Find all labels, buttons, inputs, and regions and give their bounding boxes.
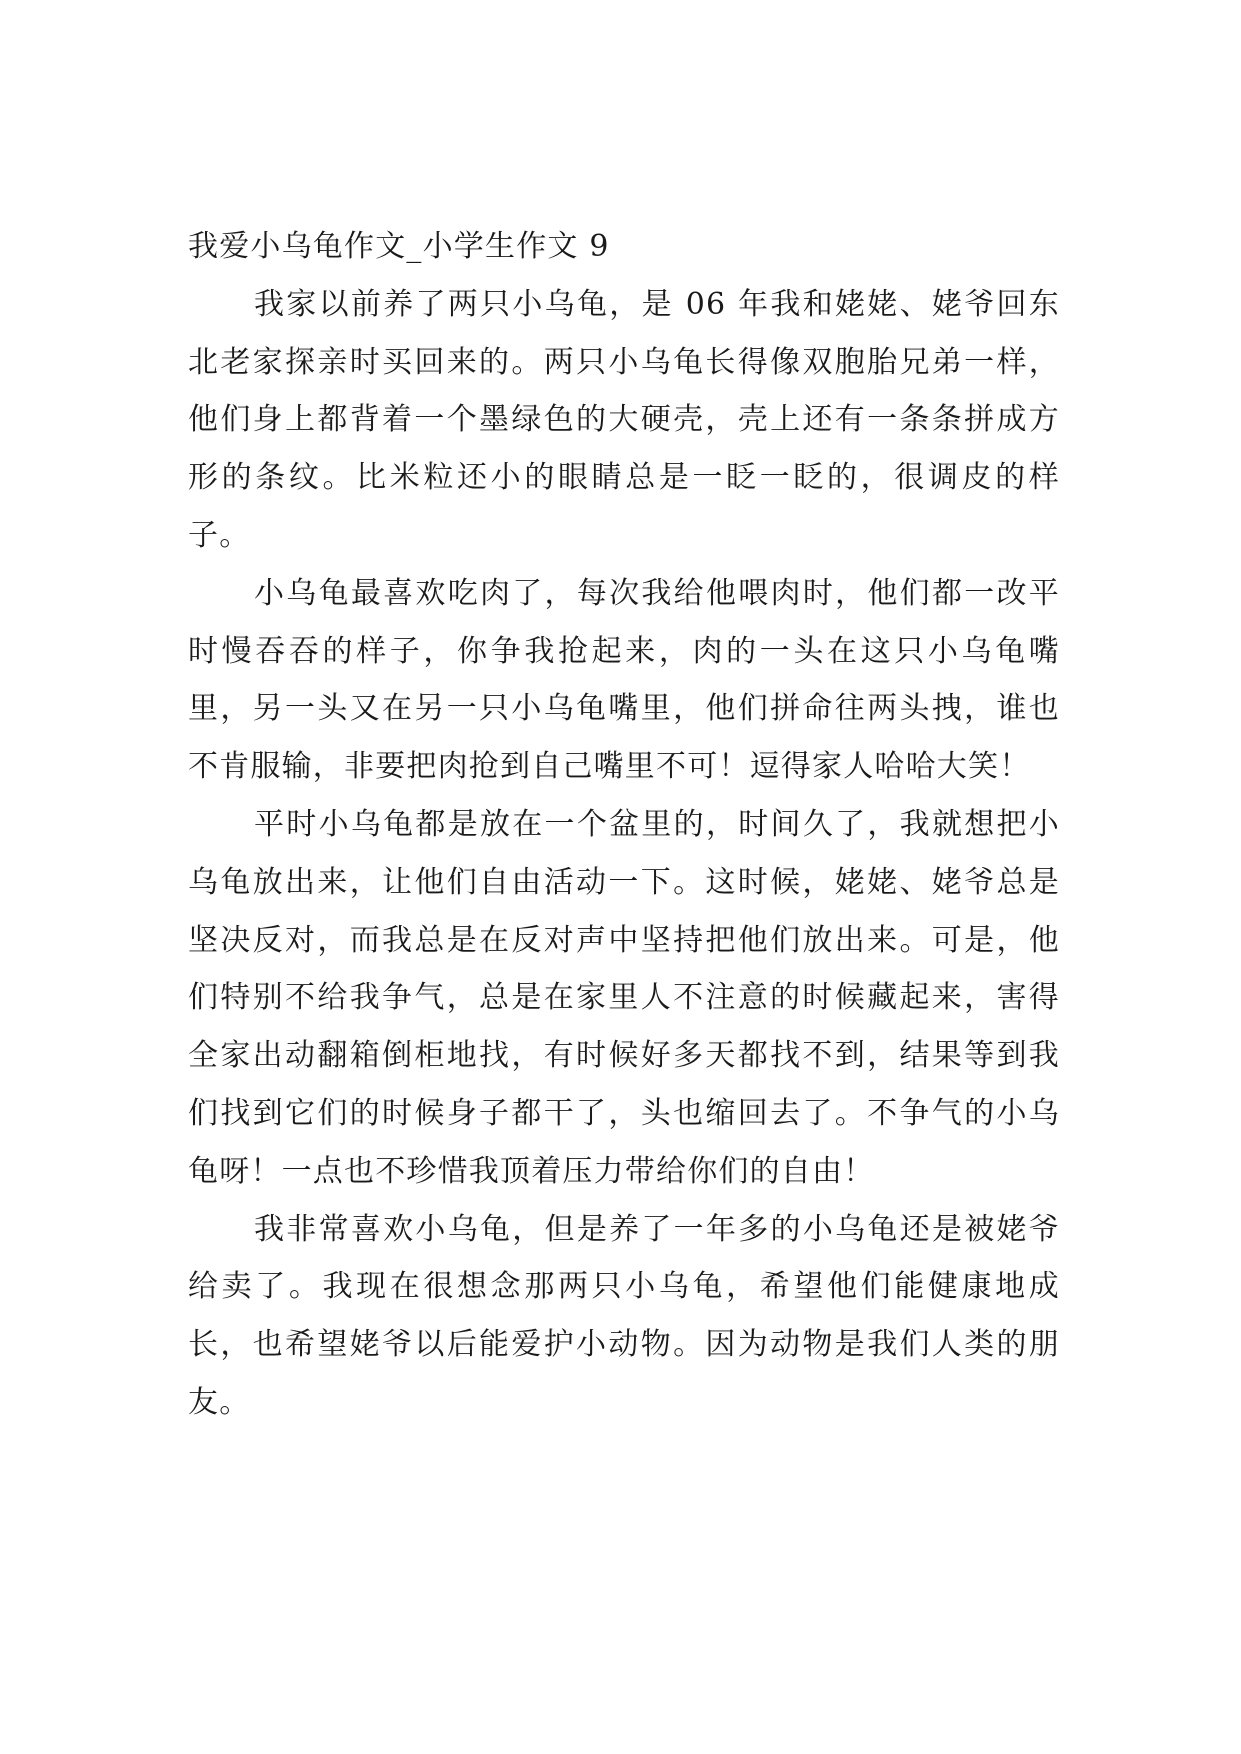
paragraph-1: 我家以前养了两只小乌龟，是 06 年我和姥姥、姥爷回东北老家探亲时买回来的。两只小乌龟长得像双胞胎兄弟一样，他们身上都背着一个墨绿色的大硬壳，壳上还有一条条拼成方形的条纹。比米粒还小的眼睛总是一眨一眨的，很调皮的样子。 [188, 286, 1060, 553]
paragraph-3: 平时小乌龟都是放在一个盆里的，时间久了，我就想把小乌龟放出来，让他们自由活动一下。这时候，姥姥、姥爷总是坚决反对，而我总是在反对声中坚持把他们放出来。可是，他们特别不给我争气，总是在家里人不注意的时候藏起来，害得全家出动翻箱倒柜地找，有时候好多天都找不到，结果等到我们找到它们的时候身子都干了，头也缩回去了。不争气的小乌龟呀！一点也不珍惜我顶着压力带给你们的自由！ [188, 806, 1060, 1189]
paragraph-2: 小乌龟最喜欢吃肉了，每次我给他喂肉时，他们都一改平时慢吞吞的样子，你争我抢起来，肉的一头在这只小乌龟嘴里，另一头又在另一只小乌龟嘴里，他们拼命往两头拽，谁也不肯服输，非要把肉抢到自己嘴里不可！逗得家人哈哈大笑！ [188, 575, 1060, 785]
paragraph-4: 我非常喜欢小乌龟，但是养了一年多的小乌龟还是被姥爷给卖了。我现在很想念那两只小乌龟，希望他们能健康地成长，也希望姥爷以后能爱护小动物。因为动物是我们人类的朋友。 [188, 1211, 1060, 1420]
document-body [188, 218, 1060, 1432]
document-title: 我爱小乌龟作文_小学生作文 9 [188, 229, 610, 264]
